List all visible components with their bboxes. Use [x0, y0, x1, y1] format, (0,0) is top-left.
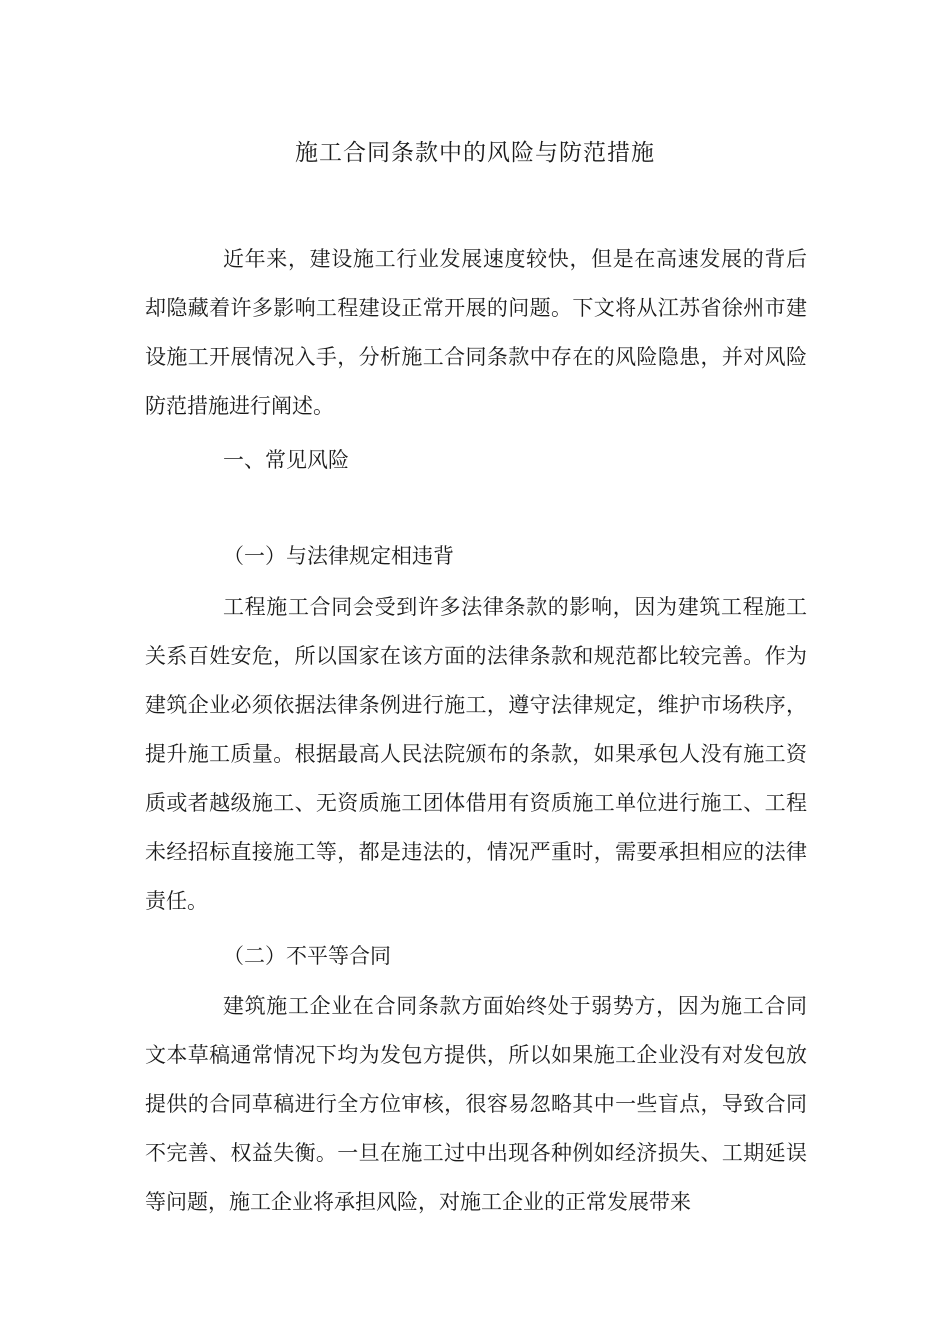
subsection-heading-legal-conflict: （一）与法律规定相违背: [223, 544, 454, 568]
subsection-2-paragraph: 建筑施工企业在合同条款方面始终处于弱势方，因为施工合同文本草稿通常情况下均为发包方提供，所以如果施工企业没有对发包放提供的合同草稿进行全方位审核，很容易忽略其中一些盲点，导致合同不完善、权益失衡。一旦在施工过中出现各种例如经济损失、工期延误等问题，施工企业将承担风险，对施工企业的正常发展带来: [145, 994, 807, 1214]
intro-paragraph: 近年来，建设施工行业发展速度较快，但是在高速发展的背后却隐藏着许多影响工程建设正常开展的问题。下文将从江苏省徐州市建设施工开展情况入手，分析施工合同条款中存在的风险隐患，并对风险防范措施进行阐述。: [145, 247, 807, 418]
section-heading-common-risks: 一、常见风险: [223, 448, 349, 472]
document-title: 施工合同条款中的风险与防范措施: [295, 140, 655, 166]
subsection-1-paragraph: 工程施工合同会受到许多法律条款的影响，因为建筑工程施工关系百姓安危，所以国家在该方面的法律条款和规范都比较完善。作为建筑企业必须依据法律条例进行施工，遵守法律规定，维护市场秩序，提升施工质量。根据最高人民法院颁布的条款，如果承包人没有施工资质或者越级施工、无资质施工团体借用有资质施工单位进行施工、工程未经招标直接施工等，都是违法的，情况严重时，需要承担相应的法律责任。: [145, 595, 807, 913]
subsection-heading-unequal-contract: （二）不平等合同: [223, 944, 391, 968]
